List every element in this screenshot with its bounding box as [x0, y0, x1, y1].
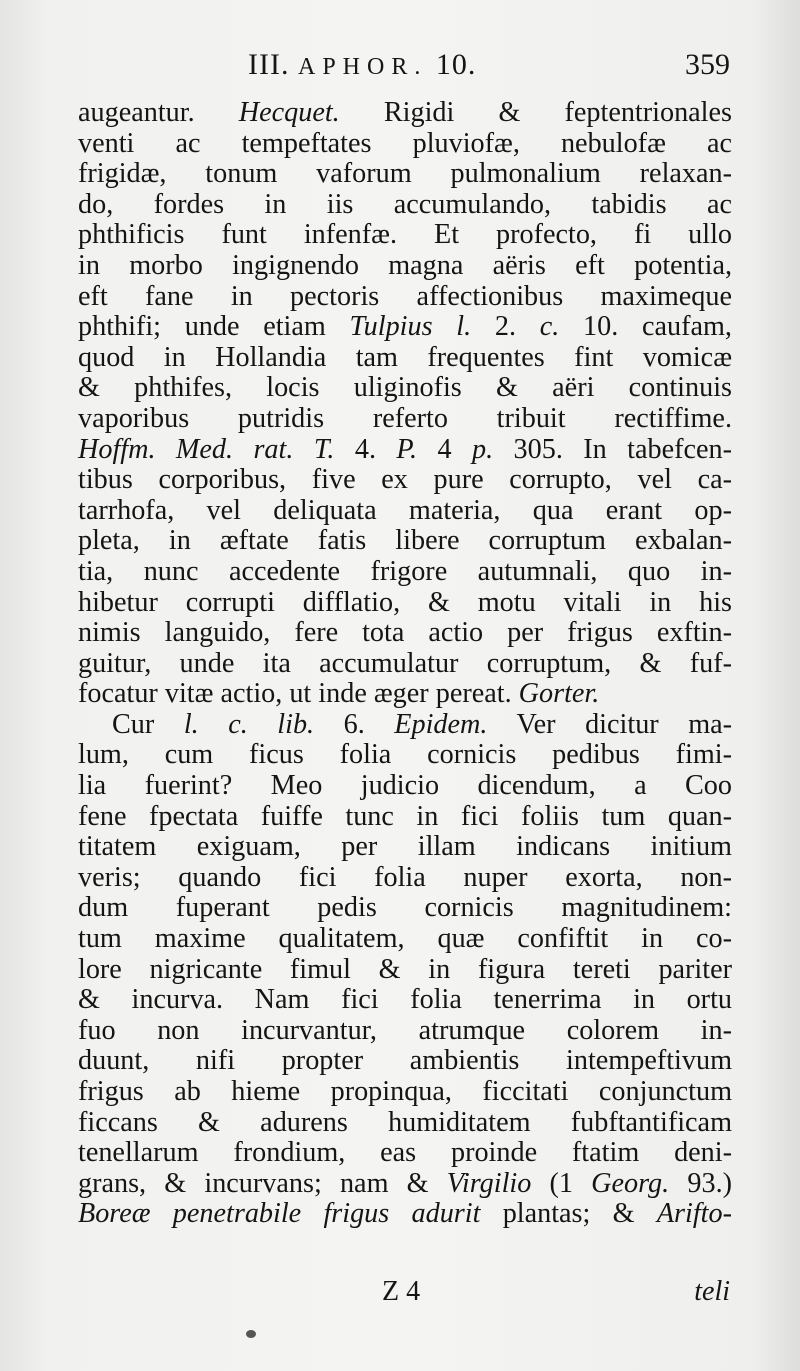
- text-segment: 2.: [471, 311, 540, 343]
- text-line: [78, 220, 732, 251]
- italic-text: Hoffm. Med. rat. T.: [78, 433, 335, 465]
- text-line: [78, 526, 732, 557]
- text-line: [78, 924, 732, 955]
- italic-text: l. c. lib.: [183, 708, 315, 740]
- text-segment: guitur, unde ita accumulatur corruptum, & fuf-: [78, 647, 732, 679]
- text-segment: nimis languido, fere tota actio per frigus exftin-: [78, 617, 732, 649]
- text-segment: frigidæ, tonum vaforum pulmonalium relaxan-: [78, 158, 732, 190]
- text-segment: lum, cum ficus folia cornicis pedibus fimi-: [78, 739, 732, 771]
- text-line: [78, 435, 732, 466]
- text-line: [78, 649, 732, 680]
- italic-text: Virgilio: [446, 1167, 532, 1199]
- italic-text: Hecquet.: [238, 97, 340, 128]
- text-segment: eft fane in pectoris affectionibus maximeque: [78, 280, 732, 312]
- italic-text: Georg.: [591, 1167, 670, 1199]
- text-line: [78, 98, 732, 129]
- text-segment: venti ac tempeftates pluviofæ, nebulofæ ac: [78, 127, 732, 159]
- running-head-aphorism: APHOR.: [297, 54, 428, 80]
- text-line: [78, 312, 732, 343]
- text-segment: 305. In tabefcen-: [493, 433, 732, 465]
- page-footer: [0, 1276, 800, 1312]
- text-segment: ficcans & adurens humiditatem fubftantificam: [78, 1106, 732, 1138]
- page-number: 359: [685, 48, 730, 81]
- text-segment: tenellarum frondium, eas proinde ftatim deni-: [78, 1137, 732, 1169]
- text-segment: tum maxime qualitatem, quæ confiftit in co-: [78, 923, 732, 955]
- text-line: [78, 588, 732, 619]
- text-segment: vaporibus putridis referto tribuit rectiffime.: [78, 402, 732, 434]
- text-segment: 4: [417, 433, 472, 465]
- text-segment: & phthifes, locis uliginofis & aëri continuis: [78, 372, 732, 404]
- text-segment: augeantur.: [78, 97, 239, 128]
- text-line: [78, 955, 732, 986]
- text-line: [78, 863, 732, 894]
- text-line: [78, 893, 732, 924]
- running-head-prefix: III.: [248, 48, 298, 81]
- text-line: [78, 557, 732, 588]
- catchword: teli: [694, 1276, 730, 1307]
- italic-text: Arifto-: [656, 1198, 732, 1230]
- text-segment: dum fuperant pedis cornicis magnitudinem:: [78, 892, 732, 924]
- running-head: [248, 48, 476, 82]
- italic-text: Epidem.: [394, 708, 488, 740]
- italic-text: c.: [539, 311, 560, 343]
- running-head-number: 10.: [427, 48, 477, 81]
- text-line: [78, 710, 732, 741]
- text-line: [78, 1108, 732, 1139]
- text-segment: veris; quando fici folia nuper exorta, non-: [78, 861, 732, 893]
- text-segment: duunt, nifi propter ambientis intempeftivum: [78, 1045, 732, 1077]
- text-line: [78, 465, 732, 496]
- text-segment: Rigidi & feptentrionales: [339, 97, 732, 128]
- text-segment: plantas; &: [480, 1198, 657, 1230]
- text-segment: tarrhofa, vel deliquata materia, qua erant op-: [78, 494, 732, 526]
- text-line: [78, 802, 732, 833]
- text-segment: fene fpectata fuiffe tunc in fici foliis tum quan-: [78, 800, 732, 832]
- text-segment: phthificis funt infenfæ. Et profecto, fi ullo: [78, 219, 732, 251]
- text-line: [78, 373, 732, 404]
- text-line: [78, 343, 732, 374]
- text-segment: do, fordes in iis accumulando, tabidis ac: [78, 188, 732, 220]
- text-segment: Cur: [112, 708, 184, 740]
- text-line: [78, 1169, 732, 1200]
- text-segment: (1: [531, 1167, 592, 1199]
- text-segment: quod in Hollandia tam frequentes fint vomicæ: [78, 341, 732, 373]
- italic-text: P.: [396, 433, 418, 465]
- text-segment: tia, nunc accedente frigore autumnali, quo in-: [78, 555, 732, 587]
- ink-speck: [246, 1330, 256, 1338]
- text-line: [78, 404, 732, 435]
- text-line: [78, 740, 732, 771]
- text-line: [78, 190, 732, 221]
- text-line: [78, 832, 732, 863]
- text-segment: focatur vitæ actio, ut inde æger pereat.: [78, 678, 519, 710]
- text-line: [78, 159, 732, 190]
- text-line: [78, 496, 732, 527]
- text-segment: titatem exiguam, per illam indicans initium: [78, 831, 732, 863]
- text-segment: 4.: [334, 433, 397, 465]
- text-line: [78, 618, 732, 649]
- text-line: [78, 1016, 732, 1047]
- text-line: [78, 985, 732, 1016]
- text-line: [78, 679, 732, 710]
- italic-text: p.: [471, 433, 494, 465]
- italic-text: Gorter.: [518, 678, 600, 710]
- text-line: [78, 1138, 732, 1169]
- text-segment: 10. caufam,: [559, 311, 732, 343]
- text-segment: grans, & incurvans; nam &: [78, 1167, 447, 1199]
- text-segment: tibus corporibus, five ex pure corrupto, vel ca-: [78, 464, 732, 496]
- text-segment: lia fuerint? Meo judicio dicendum, a Coo: [78, 770, 732, 802]
- text-segment: phthifi; unde etiam: [78, 311, 350, 343]
- text-segment: in morbo ingignendo magna aëris eft potentia,: [78, 249, 732, 281]
- text-segment: hibetur corrupti difflatio, & motu vitali in his: [78, 586, 732, 618]
- text-segment: lore nigricante fimul & in figura tereti pariter: [78, 953, 732, 985]
- text-line: [78, 1077, 732, 1108]
- text-line: [78, 282, 732, 313]
- signature-mark: Z 4: [382, 1276, 421, 1307]
- text-segment: frigus ab hieme propinqua, ficcitati conjunctum: [78, 1076, 732, 1107]
- text-segment: 93.): [669, 1167, 732, 1199]
- text-segment: Ver dicitur ma-: [487, 708, 733, 740]
- italic-text: Tulpius l.: [349, 311, 472, 343]
- text-line: [78, 771, 732, 802]
- text-line: [78, 1199, 732, 1230]
- text-segment: & incurva. Nam fici folia tenerrima in ortu: [78, 984, 732, 1016]
- text-line: [78, 1046, 732, 1077]
- page-header: [0, 48, 800, 88]
- text-segment: pleta, in æftate fatis libere corruptum exbalan-: [78, 525, 732, 557]
- text-segment: fuo non incurvantur, atrumque colorem in-: [78, 1014, 732, 1046]
- italic-text: Boreæ penetrabile frigus adurit: [78, 1198, 481, 1230]
- text-segment: 6.: [314, 708, 395, 740]
- text-line: [78, 251, 732, 282]
- body-text: [78, 98, 732, 1230]
- text-line: [78, 129, 732, 160]
